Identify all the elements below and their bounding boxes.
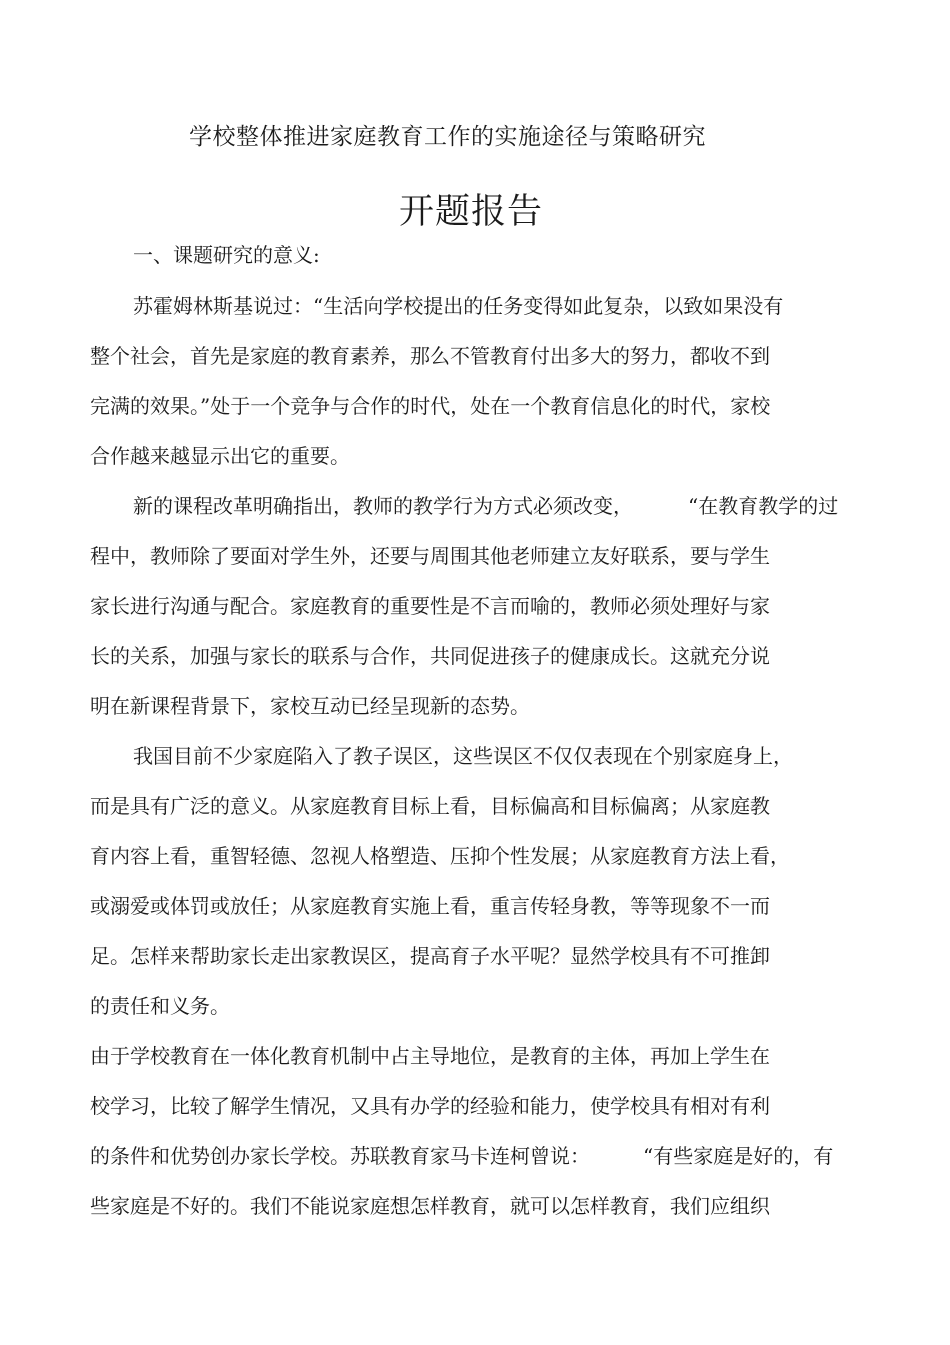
paragraph-line: 长的关系，加强与家长的联系与合作，共同促进孩子的健康成长。这就充分说 xyxy=(90,644,770,668)
paragraph-line: 我国目前不少家庭陷入了教子误区，这些误区不仅仅表现在个别家庭身上， xyxy=(133,744,793,768)
paragraph-line: 完满的效果。”处于一个竞争与合作的时代，处在一个教育信息化的时代，家校 xyxy=(90,394,771,418)
document-subtitle: 开题报告 xyxy=(398,192,543,232)
paragraph-line: 明在新课程背景下，家校互动已经呈现新的态势。 xyxy=(90,694,530,718)
paragraph-line: 些家庭是不好的。我们不能说家庭想怎样教育，就可以怎样教育，我们应组织 xyxy=(90,1194,770,1218)
paragraph-line: 的责任和义务。 xyxy=(90,994,230,1018)
paragraph-line: 而是具有广泛的意义。从家庭教育目标上看，目标偏高和目标偏离；从家庭教 xyxy=(90,794,770,818)
document-title: 学校整体推进家庭教育工作的实施途径与策略研究 xyxy=(189,124,706,150)
paragraph-line: “在教育教学的过 xyxy=(688,494,839,518)
paragraph-line: 或溺爱或体罚或放任；从家庭教育实施上看，重言传轻身教，等等现象不一而 xyxy=(90,894,770,918)
paragraph-line: 家长进行沟通与配合。家庭教育的重要性是不言而喻的，教师必须处理好与家 xyxy=(90,594,770,618)
paragraph-line: 程中，教师除了要面对学生外，还要与周围其他老师建立友好联系，要与学生 xyxy=(90,544,770,568)
paragraph-line: 新的课程改革明确指出，教师的教学行为方式必须改变， xyxy=(133,494,633,518)
paragraph-line: 校学习，比较了解学生情况，又具有办学的经验和能力，使学校具有相对有利 xyxy=(90,1094,770,1118)
paragraph-line: “有些家庭是好的，有 xyxy=(643,1144,834,1168)
section-heading: 一、课题研究的意义: xyxy=(133,243,320,267)
paragraph-line: 由于学校教育在一体化教育机制中占主导地位，是教育的主体，再加上学生在 xyxy=(90,1044,770,1068)
paragraph-line: 足。怎样来帮助家长走出家教误区，提高育子水平呢？显然学校具有不可推卸 xyxy=(90,944,770,968)
paragraph-line: 的条件和优势创办家长学校。苏联教育家马卡连柯曾说： xyxy=(90,1144,590,1168)
paragraph-line: 合作越来越显示出它的重要。 xyxy=(90,444,350,468)
paragraph-line: 育内容上看，重智轻德、忽视人格塑造、压抑个性发展；从家庭教育方法上看， xyxy=(90,844,790,868)
paragraph-line: 苏霍姆林斯基说过：“生活向学校提出的任务变得如此复杂，以致如果没有 xyxy=(133,294,784,318)
paragraph-line: 整个社会，首先是家庭的教育素养，那么不管教育付出多大的努力，都收不到 xyxy=(90,344,770,368)
